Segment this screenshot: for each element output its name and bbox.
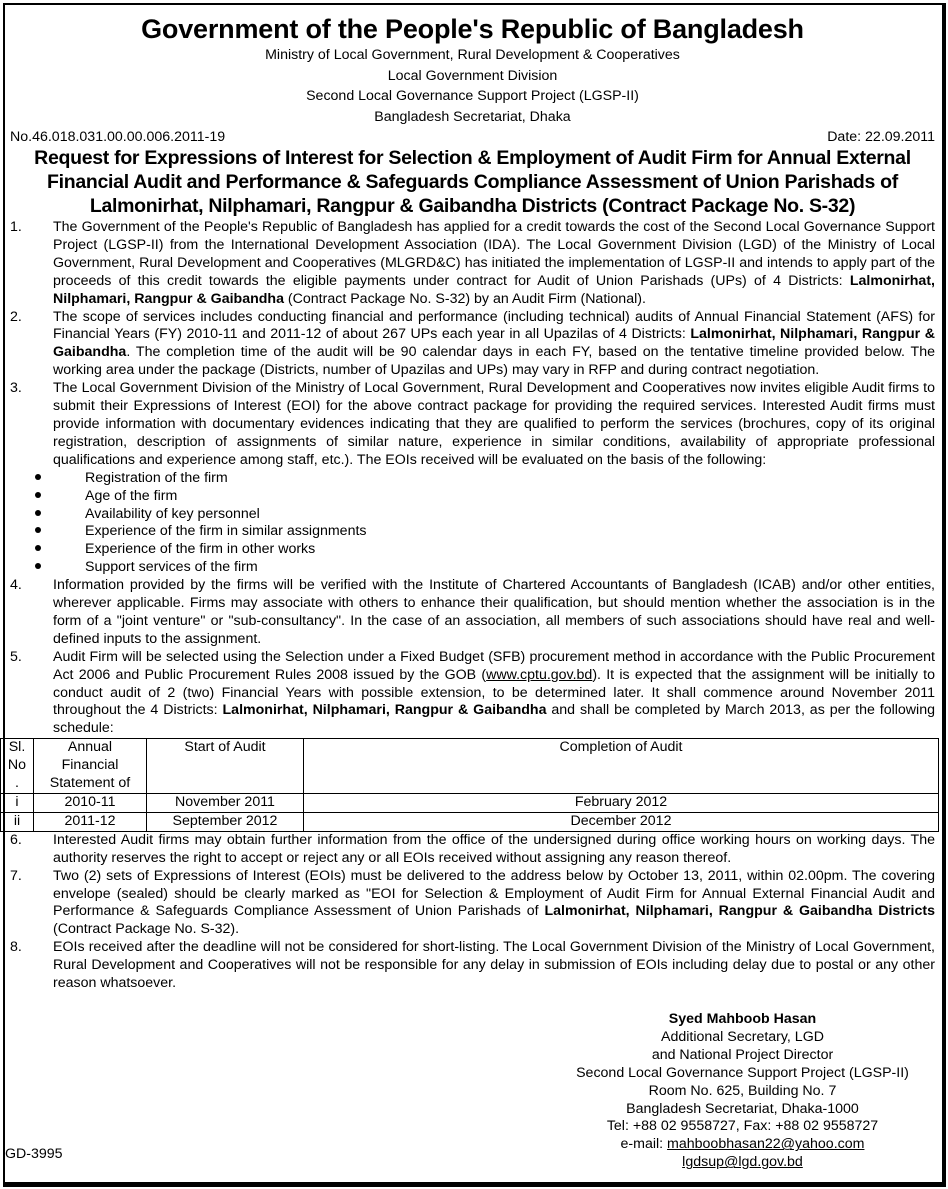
notice-title-line: Request for Expressions of Interest for Selection & Employment of Audit Firm for Annual External bbox=[34, 147, 911, 169]
bold-run: Lalmonirhat, Nilphamari, Rangpur & Gaibandha bbox=[53, 272, 935, 307]
paragraph-number: 4. bbox=[10, 577, 22, 594]
signatory-line: Second Local Governance Support Project (LGSP-II) bbox=[576, 1064, 909, 1081]
notice-title bbox=[10, 146, 935, 218]
address-line: Bangladesh Secretariat, Dhaka bbox=[374, 108, 571, 125]
bold-run: Lalmonirhat, Nilphamari, Rangpur & Gaibandha bbox=[53, 326, 935, 361]
paragraph-number: 2. bbox=[10, 308, 22, 325]
paragraph-text bbox=[53, 649, 935, 739]
cell-start: November 2011 bbox=[147, 794, 304, 813]
bullet-icon bbox=[10, 488, 45, 506]
paragraph-1 bbox=[10, 219, 935, 309]
project-line: Second Local Governance Support Project (LGSP-II) bbox=[306, 88, 639, 104]
criteria-list bbox=[10, 470, 935, 577]
header-text: Annual bbox=[67, 739, 113, 756]
header-annual bbox=[34, 739, 147, 794]
signatory-line: and National Project Director bbox=[651, 1046, 834, 1063]
cell-end: February 2012 bbox=[304, 794, 939, 813]
paragraph-number: 5. bbox=[10, 648, 22, 665]
table-header-row bbox=[1, 739, 939, 794]
signatory-line: Bangladesh Secretariat, Dhaka-1000 bbox=[626, 1100, 859, 1117]
bullet-icon bbox=[10, 541, 45, 559]
signatory-line: Room No. 625, Building No. 7 bbox=[648, 1082, 837, 1099]
text-run: The scope of services includes conducting financial and performance (including technical) audits of Annual Financial Statement (AFS) for Financial Years (FY) 2010-11 and 2011-12 of about 267 UPs each year in all Upazilas of 4 Districts: bbox=[53, 308, 935, 343]
text-run: Audit Firm will be selected using the Selection under a Fixed Budget (SFB) procurement method in accordance with the Public Procurement Act 2006 and Public Procurement Rules 2008 issued by the GOB ( bbox=[53, 648, 935, 683]
paragraph-8 bbox=[10, 939, 935, 993]
text-run: (Contract Package No. S-32). bbox=[53, 921, 240, 938]
ministry-line: Ministry of Local Government, Rural Development & Cooperatives bbox=[265, 47, 680, 63]
cell-end: December 2012 bbox=[304, 812, 939, 831]
paragraph-text: Interested Audit firms may obtain further information from the office of the undersigned during office working hours on working days. The authority reserves the right to accept or reject any or all EOIs received without assigning any reason thereof. bbox=[53, 831, 935, 866]
cell-fy: 2011-12 bbox=[34, 812, 147, 831]
paragraph-text: EOIs received after the deadline will not be considered for short-listing. The Local Government Division of the Ministry of Local Government, Rural Development and Cooperatives will not be responsible for any delay in submission of EOIs including delay due to postal or any other reason whatsoever. bbox=[53, 939, 935, 992]
list-item-text: Support services of the firm bbox=[85, 559, 258, 576]
cptu-website-link[interactable]: www.cptu.gov.bd bbox=[486, 666, 593, 683]
text-run: (Contract Package No. S-32) by an Audit Firm (National). bbox=[283, 290, 646, 307]
email-link[interactable]: mahboobhasan22@yahoo.com bbox=[667, 1136, 865, 1153]
cell-sl: i bbox=[1, 794, 34, 813]
paragraph-text: Information provided by the firms will be verified with the Institute of Chartered Accountants of Bangladesh (ICAB) and/or other entities, wherever applicable. Firms may associate with others to enhance their qualification, but should mention whether the association is in the form of a "joint venture" or "sub-consultancy". In the case of an association, all members of such associations should have real and well-defined inputs to the assignment. bbox=[53, 577, 935, 647]
paragraph-number: 7. bbox=[10, 867, 22, 884]
government-title: Government of the People's Republic of Bangladesh bbox=[141, 14, 804, 44]
list-item-text: Experience of the firm in similar assignments bbox=[85, 523, 367, 540]
contact-line: Tel: +88 02 9558727, Fax: +88 02 9558727 bbox=[606, 1118, 879, 1135]
cell-sl: ii bbox=[1, 812, 34, 831]
header-text: Financial bbox=[61, 757, 119, 774]
paragraph-number: 8. bbox=[10, 939, 22, 956]
reference-line bbox=[10, 128, 935, 146]
cell-fy: 2010-11 bbox=[34, 794, 147, 813]
notice-title-line: Lalmonirhat, Nilphamari, Rangpur & Gaibandha Districts (Contract Package No. S-32) bbox=[89, 195, 856, 217]
paragraph-4 bbox=[10, 577, 935, 649]
paragraph-5 bbox=[10, 649, 935, 739]
header-sl bbox=[1, 739, 34, 794]
paragraph-text bbox=[53, 309, 935, 381]
signatory-line: Additional Secretary, LGD bbox=[661, 1028, 824, 1045]
email-line bbox=[565, 1136, 920, 1154]
paragraph-number: 1. bbox=[10, 219, 22, 235]
header-text: Sl. bbox=[8, 739, 26, 756]
notice-date: Date: 22.09.2011 bbox=[827, 129, 935, 145]
header-text: No bbox=[7, 757, 27, 774]
list-item-text: Experience of the firm in other works bbox=[85, 541, 316, 558]
footer-code: GD-3995 bbox=[5, 1146, 63, 1162]
bullet-icon bbox=[10, 559, 45, 577]
document bbox=[7, 0, 936, 993]
paragraph-number: 6. bbox=[10, 831, 22, 848]
header-text: Statement of bbox=[49, 775, 131, 792]
bullet-icon bbox=[10, 523, 45, 541]
notice-title-line: Financial Audit and Performance & Safeguards Compliance Assessment of Union Parishads of bbox=[47, 171, 898, 193]
text-run: The Government of the People's Republic of Bangladesh has applied for a credit towards the cost of the Second Local Governance Support Project (LGSP-II) from the International Development Association (IDA). The Local Government Division (LGD) of the Ministry of Local Government, Rural Development and Cooperatives (MLGRD&C) has initiated the implementation of LGSP-II and intends to apply part of the proceeds of this credit towards the eligible payments under contract for Audit of Union Parishads (UPs) of 4 Districts: bbox=[53, 219, 935, 289]
list-item bbox=[10, 506, 935, 524]
list-item bbox=[10, 470, 935, 488]
header-completion: Completion of Audit bbox=[304, 739, 939, 794]
division-line: Local Government Division bbox=[387, 67, 558, 84]
header-text: . bbox=[15, 775, 19, 792]
signature-block bbox=[565, 1011, 920, 1172]
paragraph-text bbox=[53, 219, 935, 309]
list-item bbox=[10, 559, 935, 577]
paragraph-7 bbox=[10, 868, 935, 940]
table-row bbox=[1, 794, 939, 813]
paragraph-2 bbox=[10, 309, 935, 381]
paragraph-6 bbox=[10, 832, 935, 868]
cell-start: September 2012 bbox=[147, 812, 304, 831]
list-item-text: Availability of key personnel bbox=[85, 505, 260, 522]
paragraph-text: The Local Government Division of the Ministry of Local Government, Rural Development and Cooperatives now invites eligible Audit firms to submit their Expressions of Interest (EOI) for the above contract package for providing the required services. Interested Audit firms must provide information with documentary evidences indicating that they are qualified to perform the services (brochures, copy of its original registration, description of assignments of similar nature, experience in similar conditions, availability of appropriate professional qualifications and experience among staff, etc.). The EOIs received will be evaluated on the basis of the following: bbox=[53, 380, 935, 468]
email-label: e-mail: bbox=[620, 1136, 668, 1153]
list-item-text: Registration of the firm bbox=[85, 469, 228, 486]
table-row bbox=[1, 812, 939, 831]
bold-run: Lalmonirhat, Nilphamari, Rangpur & Gaibandha bbox=[222, 702, 547, 719]
header-start: Start of Audit bbox=[147, 739, 304, 794]
reference-number: No.46.018.031.00.00.006.2011-19 bbox=[10, 129, 226, 145]
paragraph-text bbox=[53, 868, 935, 940]
signatory-name: Syed Mahboob Hasan bbox=[668, 1011, 817, 1027]
text-run: . The completion time of the audit will be 90 calendar days in each FY, based on the tentative timeline provided below. The working area under the package (Districts, number of Upazilas and UPs) may vary in RFP and during contract negotiation. bbox=[53, 344, 935, 379]
list-item bbox=[10, 541, 935, 559]
email-link[interactable]: lgdsup@lgd.gov.bd bbox=[682, 1154, 803, 1171]
bullet-icon bbox=[10, 470, 45, 488]
list-item-text: Age of the firm bbox=[85, 487, 178, 504]
schedule-table bbox=[0, 738, 939, 832]
bullet-icon bbox=[10, 506, 45, 524]
list-item bbox=[10, 523, 935, 541]
text-run: and shall be completed by March 2013, as per the following schedule: bbox=[53, 702, 935, 737]
paragraph-number: 3. bbox=[10, 380, 22, 397]
text-run: ). It is expected that the assignment will be initially to conduct audit of 2 (two) Financial Years with possible extension, to be determined later. It shall commence around November 2011 throughout the 4 Districts: bbox=[53, 666, 936, 719]
list-item bbox=[10, 488, 935, 506]
text-run: Two (2) sets of Expressions of Interest (EOIs) must be delivered to the address below by October 13, 2011, within 02.00pm. The covering envelope (sealed) should be clearly marked as "EOI for Selection & Employment of Audit Firm for Annual External Financial Audit and Performance & Safeguards Compliance Assessment of Union Parishads of bbox=[53, 867, 935, 920]
paragraph-3 bbox=[10, 380, 935, 470]
bold-run: Lalmonirhat, Nilphamari, Rangpur & Gaibandha Districts bbox=[544, 903, 935, 920]
